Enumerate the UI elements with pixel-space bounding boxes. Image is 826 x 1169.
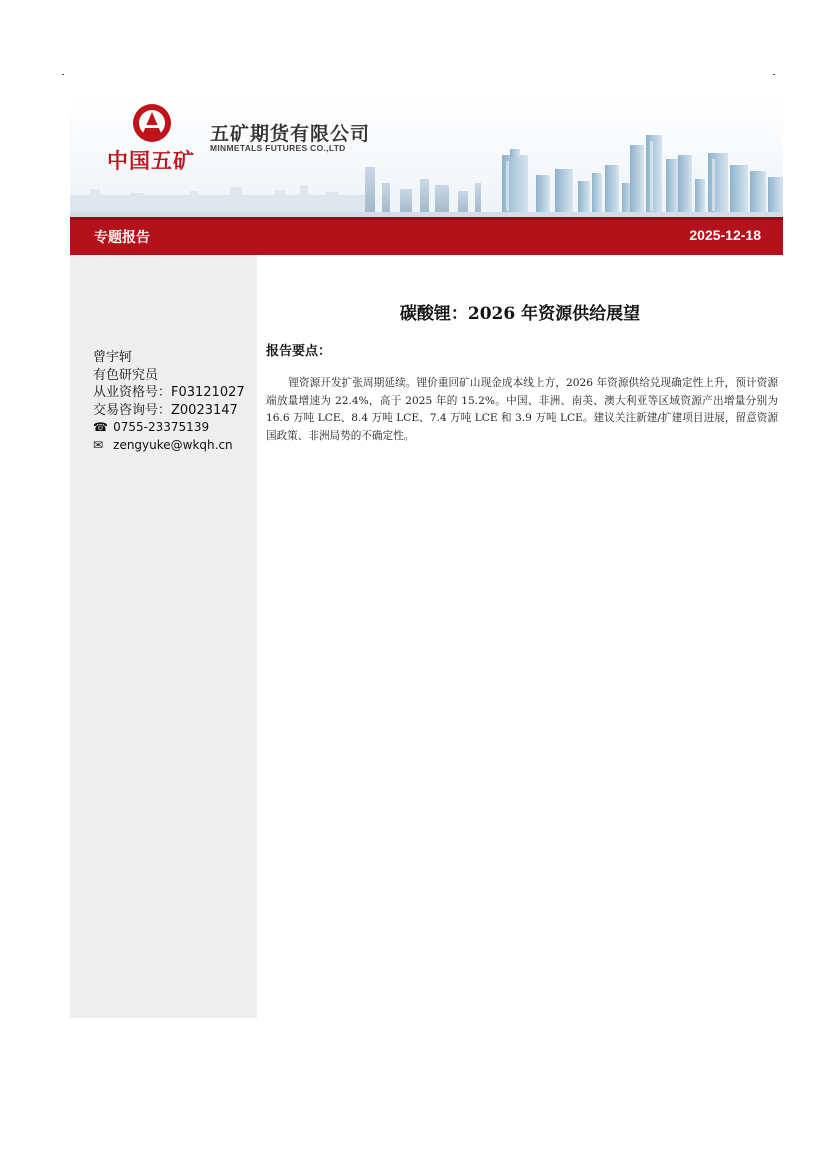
summary-paragraph: 锂资源开发扩张周期延续。锂价重回矿山现金成本线上方，2026 年资源供给兑现确定性上升，预计资源端放量增速为 22.4%，高于 2025 年的 15.2%。中国、非洲、南美、澳大利亚等区域资源产出增量分别为 16.6 万吨 LCE、8.4 万吨 LCE、7.4 万吨 LCE 和 3.9 万吨 LCE。建议关注新建/扩建项目进展，留意资源国政策、非洲局势的不确定性。 [266, 377, 778, 442]
analyst-title: 有色研究员 [93, 367, 159, 383]
analyst-email[interactable]: zengyuke@wkqh.cn [113, 437, 233, 452]
analyst-info [93, 349, 245, 454]
analyst-qualification: 从业资格号：F03121027 [93, 385, 245, 400]
minmetals-emblem-icon [132, 103, 172, 143]
report-type-bar [70, 217, 783, 255]
corner-mark-right [773, 74, 775, 75]
analyst-phone: 0755-23375139 [113, 420, 210, 434]
envelope-icon: ✉ [93, 437, 104, 452]
report-title: 碳酸锂：2026 年资源供给展望 [399, 304, 641, 324]
corner-mark-left [62, 74, 64, 75]
analyst-consulting-number: 交易咨询号：Z0023147 [93, 402, 238, 418]
section-heading: 报告要点： [266, 344, 332, 359]
analyst-email-row [93, 437, 245, 455]
analyst-sidebar [70, 255, 257, 1018]
bar-top-line [70, 217, 783, 220]
report-type-label: 专题报告 [94, 230, 150, 246]
phone-icon: ☎ [93, 420, 108, 434]
company-name-en: MINMETALS FUTURES CO.,LTD [210, 143, 346, 153]
report-date: 2025-12-18 [689, 227, 761, 243]
logo-text: 中国五矿 [107, 149, 195, 173]
analyst-name: 曾宇轲 [93, 350, 133, 365]
analyst-phone-row [93, 419, 245, 437]
report-header [70, 95, 783, 217]
company-name-cn: 五矿期货有限公司 [210, 123, 371, 145]
